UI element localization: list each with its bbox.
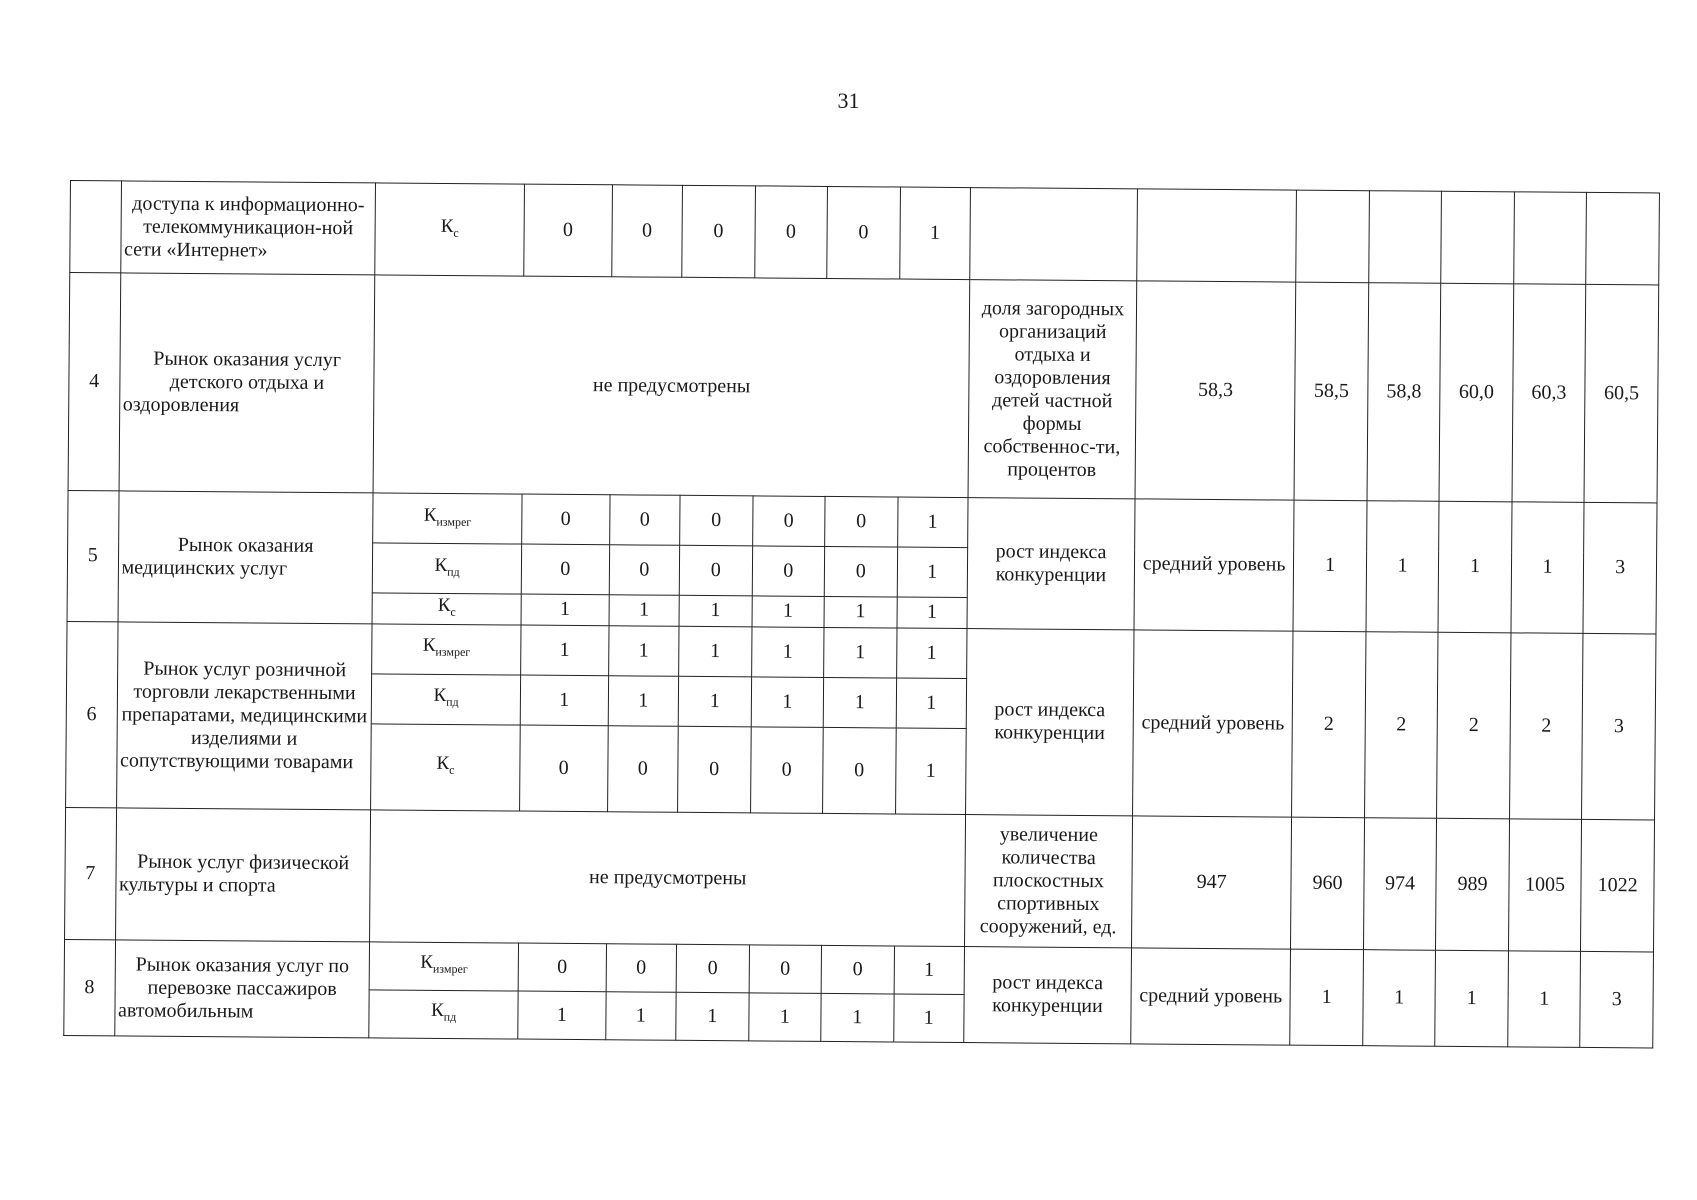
target-value xyxy=(1586,192,1659,285)
base-value: средний уровень xyxy=(1133,630,1294,817)
coefficient-value: 0 xyxy=(521,494,609,545)
not-provided-label: не предусмотрены xyxy=(370,810,965,947)
coefficient-value: 1 xyxy=(520,625,608,676)
indicator-name xyxy=(970,188,1138,281)
coefficient-value: 1 xyxy=(608,676,679,727)
market-name: Рынок оказания медицинских услуг xyxy=(118,491,374,624)
coefficient-label xyxy=(370,942,519,991)
coefficient-value: 1 xyxy=(609,595,680,626)
base-value: средний уровень xyxy=(1131,948,1291,1045)
coefficient-value: 1 xyxy=(520,675,608,726)
coefficient-value: 1 xyxy=(893,994,964,1043)
coefficient-value: 1 xyxy=(897,597,968,628)
market-name: Рынок оказания услуг по перевозке пассажиров автомобильным xyxy=(114,940,370,1038)
coefficient-value: 0 xyxy=(679,545,752,596)
indicators-table xyxy=(63,180,1660,1048)
indicator-name: рост индекса конкуренции xyxy=(964,946,1132,1043)
target-value: 1 xyxy=(1511,502,1585,633)
market-name: Рынок оказания услуг детского отдыха и оздоровления xyxy=(119,273,376,493)
coefficient-value: 1 xyxy=(896,628,967,679)
target-value: 2 xyxy=(1437,632,1511,819)
coefficient-symbol: К xyxy=(436,753,450,775)
row-number: 8 xyxy=(64,939,115,1035)
market-name: Рынок услуг физической культуры и спорта xyxy=(115,808,371,942)
table-row xyxy=(65,807,1655,951)
coefficient-value: 0 xyxy=(824,546,897,597)
coefficient-value: 1 xyxy=(821,993,894,1042)
row-number: 6 xyxy=(66,621,118,807)
target-value: 1 xyxy=(1290,949,1363,1046)
target-value: 3 xyxy=(1580,951,1653,1048)
coefficient-symbol: К xyxy=(430,1000,444,1022)
target-value: 989 xyxy=(1436,818,1510,951)
coefficient-value: 1 xyxy=(897,547,968,598)
coefficient-value: 0 xyxy=(611,185,682,278)
target-value: 58,8 xyxy=(1367,283,1441,502)
coefficient-label xyxy=(373,593,522,625)
coefficient-symbol: К xyxy=(437,594,451,617)
coefficient-value: 0 xyxy=(606,944,677,993)
coefficient-label xyxy=(373,493,522,544)
row-number: 7 xyxy=(65,807,117,939)
indicator-name: рост индекса конкуренции xyxy=(967,498,1135,630)
coefficient-subscript: пд xyxy=(446,695,459,710)
target-value xyxy=(1369,191,1442,284)
base-value: 58,3 xyxy=(1135,281,1296,500)
coefficient-value: 1 xyxy=(521,594,609,625)
target-value: 1005 xyxy=(1508,819,1582,952)
coefficient-label xyxy=(373,543,522,594)
target-value: 960 xyxy=(1291,817,1365,950)
coefficient-value: 0 xyxy=(754,186,827,279)
coefficient-value: 1 xyxy=(894,946,965,995)
coefficient-value: 0 xyxy=(752,496,825,547)
coefficient-subscript: с xyxy=(449,763,455,778)
coefficient-value: 0 xyxy=(827,186,900,279)
coefficient-value: 0 xyxy=(749,945,822,994)
coefficient-subscript: измрег xyxy=(436,514,472,529)
coefficient-subscript: с xyxy=(453,225,459,240)
coefficient-symbol: К xyxy=(422,635,436,657)
target-value: 60,0 xyxy=(1439,283,1513,502)
table-row xyxy=(68,273,1659,503)
coefficient-value: 1 xyxy=(899,187,970,280)
row-number: 4 xyxy=(68,273,120,491)
coefficient-value: 1 xyxy=(678,676,751,727)
target-value: 2 xyxy=(1292,631,1366,818)
coefficient-value: 0 xyxy=(825,496,898,547)
base-value: средний уровень xyxy=(1134,499,1294,631)
coefficient-subscript: пд xyxy=(447,564,460,579)
target-value: 58,5 xyxy=(1294,282,1368,501)
target-value: 1 xyxy=(1293,500,1367,631)
coefficient-value: 1 xyxy=(824,596,897,627)
coefficient-value: 0 xyxy=(609,495,680,546)
target-value xyxy=(1296,190,1369,283)
indicator-name: рост индекса конкуренции xyxy=(965,628,1133,815)
coefficient-value: 1 xyxy=(895,728,966,815)
base-value: 947 xyxy=(1131,816,1291,949)
target-value xyxy=(1514,192,1587,285)
coefficient-label xyxy=(372,624,521,675)
coefficient-value: 0 xyxy=(750,727,823,814)
target-value: 1 xyxy=(1366,501,1440,632)
target-value: 2 xyxy=(1364,631,1438,818)
coefficient-value: 1 xyxy=(897,497,968,548)
target-value: 1 xyxy=(1435,950,1508,1047)
target-value: 1022 xyxy=(1581,819,1655,952)
coefficient-value: 0 xyxy=(518,943,606,992)
market-name: Рынок услуг розничной торговли лекарственными препаратами, медицинскими изделиями и сопутствующими товарами xyxy=(116,622,372,810)
coefficient-value: 1 xyxy=(606,992,677,1041)
coefficient-value: 1 xyxy=(824,627,897,678)
coefficient-symbol: К xyxy=(420,952,434,974)
target-value: 974 xyxy=(1363,817,1437,950)
coefficient-value: 1 xyxy=(896,678,967,729)
indicator-name: увеличение количества плоскостных спортивных сооружений, ед. xyxy=(964,814,1132,947)
coefficient-value: 1 xyxy=(679,626,752,677)
coefficient-subscript: измрег xyxy=(432,962,468,977)
coefficient-value: 1 xyxy=(676,992,749,1041)
coefficient-value: 0 xyxy=(676,944,749,993)
coefficient-subscript: пд xyxy=(443,1010,457,1025)
coefficient-value: 1 xyxy=(752,596,825,627)
coefficient-label xyxy=(369,990,518,1039)
coefficient-value: 0 xyxy=(607,726,678,813)
target-value xyxy=(1441,191,1514,284)
coefficient-value: 0 xyxy=(752,546,825,597)
coefficient-symbol: К xyxy=(433,685,447,707)
coefficient-subscript: с xyxy=(450,604,456,619)
target-value: 2 xyxy=(1509,633,1583,820)
coefficient-value: 1 xyxy=(679,595,752,626)
coefficient-value: 1 xyxy=(751,677,824,728)
target-value: 3 xyxy=(1583,502,1657,633)
coefficient-value: 0 xyxy=(609,545,680,596)
page-number: 31 xyxy=(837,88,860,113)
coefficient-value: 0 xyxy=(682,185,755,278)
indicator-name: доля загородных организаций отдыха и оздоровления детей частной формы собственнос-ти, процентов xyxy=(968,280,1137,499)
coefficient-value: 0 xyxy=(680,495,753,546)
coefficient-value: 1 xyxy=(748,993,821,1042)
target-value: 60,5 xyxy=(1584,284,1658,503)
target-value: 1 xyxy=(1363,949,1436,1046)
coefficient-symbol: К xyxy=(434,554,448,576)
target-value: 3 xyxy=(1582,633,1656,820)
coefficient-label xyxy=(372,674,521,725)
coefficient-value: 0 xyxy=(823,727,896,814)
row-number xyxy=(70,181,121,273)
coefficient-symbol: К xyxy=(440,215,454,237)
target-value: 60,3 xyxy=(1512,284,1586,503)
table-row xyxy=(70,181,1660,285)
coefficient-value: 0 xyxy=(521,544,609,595)
not-provided-label: не предусмотрены xyxy=(374,275,970,498)
coefficient-subscript: измрег xyxy=(435,645,471,660)
coefficient-value: 1 xyxy=(823,677,896,728)
coefficient-label xyxy=(371,724,520,811)
coefficient-value: 0 xyxy=(678,726,751,813)
coefficient-value: 1 xyxy=(518,991,606,1040)
coefficient-value: 0 xyxy=(519,725,608,812)
coefficient-symbol: К xyxy=(423,504,437,526)
coefficient-value: 0 xyxy=(524,184,613,277)
coefficient-value: 0 xyxy=(821,945,894,994)
market-name: доступа к информационно-телекоммуникацион-ной сети «Интернет» xyxy=(120,181,376,275)
row-number: 5 xyxy=(67,490,119,621)
target-value: 1 xyxy=(1508,951,1581,1048)
base-value xyxy=(1137,189,1297,282)
target-value: 1 xyxy=(1438,501,1512,632)
coefficient-value: 1 xyxy=(608,626,679,677)
coefficient-value: 1 xyxy=(751,627,824,678)
coefficient-label xyxy=(375,183,524,276)
